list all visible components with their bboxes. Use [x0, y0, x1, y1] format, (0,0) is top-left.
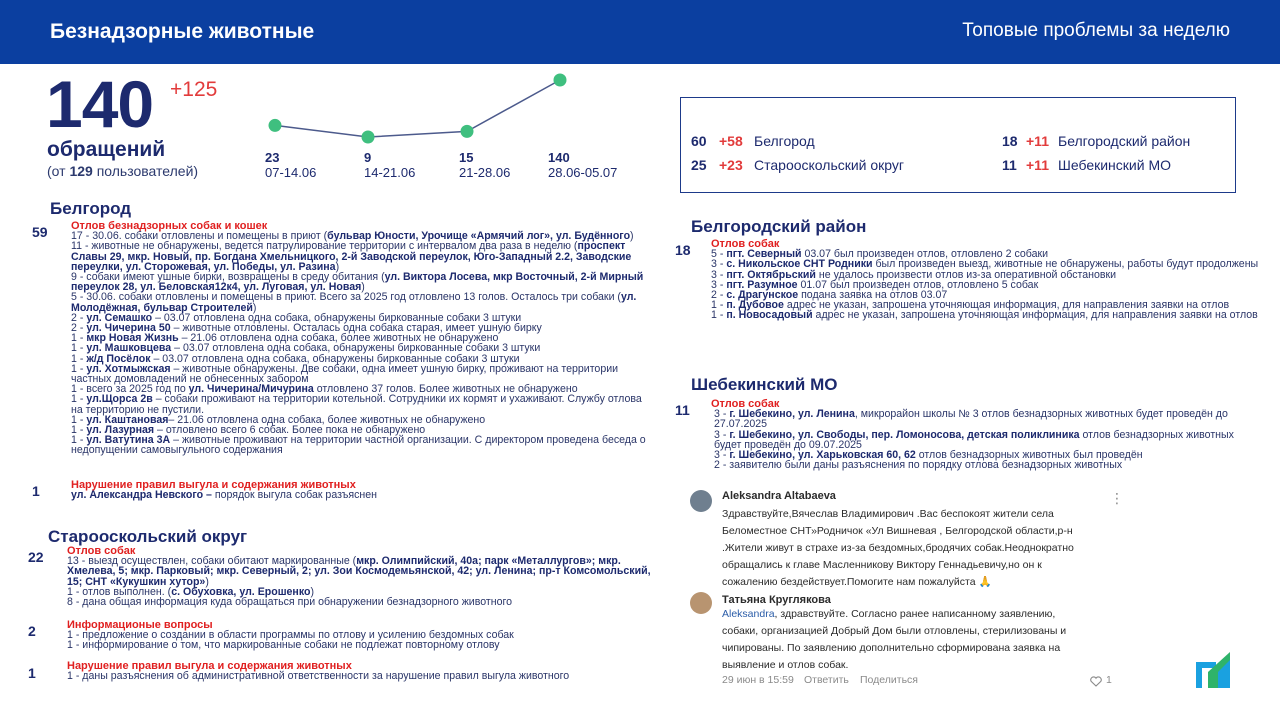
detail-line: 3 - пгт. Разумное 01.07 был произведен отлов, отловлено 5 собак: [711, 278, 1039, 291]
kpi-total: 140: [46, 67, 154, 141]
belregion-block: [711, 239, 1277, 321]
trend-period-label: 07-14.06: [265, 165, 317, 180]
summary-delta: +58: [719, 133, 743, 149]
trend-tick: [265, 150, 316, 180]
trend-value-label: 140: [548, 150, 570, 165]
avatar: [690, 592, 712, 614]
trend-period-label: 28.06-05.07: [548, 165, 618, 180]
category-title: Отлов собак: [67, 545, 136, 557]
detail-line: 2 - ул. Чичерина 50 – животные отловлены. Осталась одна собака старая, имеет ушную бирку: [71, 322, 542, 335]
trend-point: [461, 125, 474, 138]
belregion-lines: [711, 249, 1277, 320]
trend-period-label: 21-28.06: [459, 165, 511, 180]
page-subtitle: Топовые проблемы за неделю: [962, 20, 1230, 41]
category-title: Нарушение правил выгула и содержания животных: [67, 660, 352, 672]
summary-label: Белгородский район: [1058, 133, 1191, 149]
shebekino-lines: [711, 409, 1251, 470]
category-title: Отлов безнадзорных собак и кошек: [71, 220, 268, 232]
detail-line: 5 - пгт. Северный 03.07 был произведен отлов, отловлено 2 собаки: [711, 248, 1049, 261]
detail-line: 17 - 30.06. собаки отловлены и помещены в приют (бульвар Юности, Урочище «Армячий лог», ул. Будённого): [71, 230, 634, 243]
staryoskol-block: [67, 620, 657, 651]
summary-row: [1002, 133, 1190, 149]
comment-line: Здравствуйте,Вячеслав Владимирович .Вас беспокоят жители села: [722, 508, 1054, 520]
trend-value-label: 23: [265, 150, 280, 165]
count-belgorod-rules: 1: [32, 483, 40, 499]
comment-text: [722, 506, 1122, 591]
detail-line: 1 - ж/д Посёлок – 03.07 отловлена одна собака, обнаружены биркованные собаки 3 штуки: [71, 352, 520, 365]
summary-count: 18: [1002, 133, 1018, 149]
count-belgorod-capture: 59: [32, 224, 48, 240]
staryoskol-lines: [67, 630, 657, 650]
detail-line: 3 - с. Никольское СНТ Родники был произведен выезд, животные не обнаружены, работы будут продолжены: [711, 258, 1259, 271]
weekly-trend-chart: [255, 70, 585, 150]
section-title-shebekino: Шебекинский МО: [691, 375, 838, 394]
detail-line: 1 - п. Дубовое адрес не указан, запрошена уточняющая информация, для направления заявки на отлов: [711, 299, 1230, 312]
detail-line: 1 - ул. Лазурная – отловлено всего 6 собак. Более пока не обнаружено: [71, 424, 426, 437]
detail-line: 2 - заявителю были даны разъяснения по порядку отлова безнадзорных животных: [714, 459, 1123, 472]
section-title-belregion: Белгородский район: [691, 217, 867, 236]
summary-delta: +23: [719, 157, 743, 173]
detail-line: 1 - ул. Хотмыжская – животные обнаружены. Две собаки, одна имеет ушную бирку, проживают на территории частных домовладений не обнесенных забором: [71, 362, 619, 386]
detail-line: 8 - дана общая информация куда обращаться при обнаружении безнадзорного животного: [67, 596, 512, 609]
kpi-users-count: 129: [69, 163, 93, 179]
section-title-staryoskol: Старооскольский округ: [48, 527, 248, 546]
page-title: Безнадзорные животные: [50, 20, 315, 43]
social-comment-screenshot: [688, 486, 1128, 692]
summary-row: [691, 157, 904, 173]
mention-link[interactable]: Aleksandra: [722, 608, 775, 620]
detail-line: 3 - г. Шебекино, ул. Харьковская 60, 62 отлов безнадзорных животных был проведён: [714, 449, 1143, 462]
avatar: [690, 490, 712, 512]
category-title: Отлов собак: [711, 398, 780, 410]
summary-row: [1002, 157, 1171, 173]
comment-text: [722, 606, 1122, 674]
trend-point: [269, 119, 282, 132]
trend-tick: [364, 150, 415, 180]
summary-delta: +11: [1026, 133, 1049, 149]
detail-line: 3 - г. Шебекино, ул. Свободы, пер. Ломоносова, детская поликлиника отлов безнадзорных животных будет проведён до 09.07.2025: [714, 428, 1234, 451]
brand-logo-icon: [1192, 648, 1234, 690]
share-link[interactable]: Поделиться: [860, 674, 918, 686]
summary-label: Шебекинский МО: [1058, 157, 1171, 173]
detail-line: 1 - даны разъяснения об административной ответственности за нарушение правил выгула животного: [67, 670, 570, 683]
comment-author: Aleksandra Altabaeva: [722, 490, 836, 502]
detail-line: 1 - п. Новосадовый адрес не указан, запрошена уточняющая информация, для направления заявки на отлов: [711, 309, 1258, 322]
staryoskol-lines: [67, 556, 657, 607]
belgorod-lines: [71, 231, 651, 455]
detail-line: 1 - информирование о том, что маркированные собаки не подлежат повторному отлову: [67, 639, 500, 652]
trend-value-label: 15: [459, 150, 474, 165]
summary-label: Белгород: [754, 133, 815, 149]
comment-line: .Жители живут в страхе из-за бездомных,бродячих собак.Неоднократно: [722, 542, 1074, 554]
detail-line: ул. Александра Невского – порядок выгула собак разъяснен: [71, 489, 377, 502]
trend-period-label: 14-21.06: [364, 165, 416, 180]
kpi-users-suffix: пользователей): [92, 163, 199, 179]
summary-count: 60: [691, 133, 707, 149]
category-title: Отлов собак: [711, 238, 780, 250]
detail-line: 1 - ул. Ватутина 3А – животные проживают на территории частной организации. С директором проведена беседа о недопущении самовыгульного содержания: [71, 434, 646, 457]
kpi-users: [47, 163, 198, 179]
trend-point: [362, 131, 375, 144]
comment-line: Aleksandra, здравствуйте. Согласно ранее написанному заявлению,: [722, 608, 1056, 620]
detail-line: 1 - отлов выполнен. (с. Обуховка, ул. Ерошенко): [67, 585, 314, 598]
count-staryoskol: 2: [28, 623, 36, 639]
detail-line: 1 - ул. Машковцева – 03.07 отловлена одна собака, обнаружены биркованные собаки 3 штуки: [71, 342, 541, 355]
summary-count: 25: [691, 157, 707, 173]
detail-line: 1 - ул.Щорса 2в – собаки проживают на территории котельной. Сотрудники их кормят и ухаживают. Службу отлова на территорию не пустили.: [71, 393, 642, 416]
count-staryoskol: 1: [28, 665, 36, 681]
summary-count: 11: [1002, 157, 1017, 173]
detail-line: 1 - мкр Новая Жизнь – 21.06 отловлена одна собака, более животных не обнаружено: [71, 332, 499, 345]
more-icon[interactable]: ⋮: [1110, 490, 1124, 506]
detail-line: 1 - всего за 2025 год по ул. Чичерина/Мичурина отловлено 37 голов. Более животных не обнаружено: [71, 383, 578, 396]
section-title-belgorod: Белгород: [50, 199, 132, 218]
detail-line: 2 - ул. Семашко – 03.07 отловлена одна собака, обнаружены биркованные собаки 3 штуки: [71, 311, 522, 324]
trend-tick: [548, 150, 617, 180]
summary-label: Старооскольский округ: [754, 157, 905, 173]
trend-value-label: 9: [364, 150, 372, 165]
detail-line: 1 - предложение о создании в области программы по отлову и усилению бездомных собак: [67, 629, 514, 642]
comment-line: обращались к главе Масленникову Виктору Геннадьевичу,но он к: [722, 559, 1042, 571]
belgorod-capture-block: [71, 221, 651, 456]
shebekino-block: [711, 399, 1251, 470]
trend-line: [275, 80, 560, 137]
detail-line: 9 - собаки имеют ушные бирки, возвращены в среду обитания (ул. Виктора Лосева, мкр Восточный, 2-й Мирный переулок 28, ул. Беловская12к4, ул. Луговая, ул. Новая): [71, 271, 644, 294]
comment-line: чипированы. По заявлению дополнительно сформирована заявка на: [722, 642, 1061, 654]
detail-line: 1 - ул. Каштановая– 21.06 отловлена одна собака, более животных не обнаружено: [71, 413, 486, 426]
staryoskol-block: [67, 546, 657, 607]
detail-line: 3 - пгт. Октябрьский не удалось произвести отлов из-за оперативной обстановки: [711, 268, 1117, 281]
trend-point: [554, 74, 567, 87]
summary-delta: +11: [1026, 157, 1049, 173]
detail-line: 5 - 30.06. собаки отловлены и помещены в приют. Всего за 2025 год отловлено 13 голов. Осталось три собаки (ул. Молодёжная, бульвар Строителей): [71, 291, 637, 314]
category-title: Нарушение правил выгула и содержания животных: [71, 479, 356, 491]
staryoskol-lines: [67, 671, 657, 681]
count-belregion: 18: [675, 242, 691, 258]
comment-line: собаки, организацией Добрый Дом были отловлены, стерилизованы и: [722, 625, 1067, 637]
reply-link[interactable]: Ответить: [804, 674, 849, 686]
like-count: 1: [1106, 674, 1112, 686]
count-staryoskol: 22: [28, 549, 44, 565]
kpi-delta: +125: [170, 78, 218, 101]
summary-row: [691, 133, 815, 149]
comment-line: выявление и отлов собак.: [722, 659, 849, 671]
staryoskol-block: [67, 661, 657, 681]
comment-time: 29 июн в 15:59: [722, 674, 794, 686]
header-bar: [0, 0, 1280, 64]
belgorod-rules-block: [71, 480, 651, 500]
comment-author: Татьяна Круглякова: [722, 594, 831, 606]
category-title: Информационые вопросы: [67, 619, 213, 631]
heart-icon[interactable]: [1090, 676, 1102, 687]
count-shebekino: 11: [675, 402, 690, 418]
kpi-users-prefix: (от: [47, 163, 70, 179]
detail-line: 3 - г. Шебекино, ул. Ленина, микрорайон школы № 3 отлов безнадзорных животных будет проведён до 27.07.2025: [714, 408, 1228, 431]
detail-line: 2 - с. Драгунское подана заявка на отлов 03.07: [711, 289, 948, 302]
comment-line: Беломестное СНТ»Родничок «Ул Вишневая , Белгородской области,р-н: [722, 525, 1073, 537]
detail-line: 11 - животные не обнаружены, ведется патрулирование территории с интервалом два раза в неделю (проспект Славы 29, мкр. Новый, пр. Богдана Хмельницкого, 2-й Заводской переулок, Юго-Западный 2.2, Заводские переулки, ул. Сторожевая, ул. Победы, ул. Разина): [71, 240, 632, 273]
kpi-label: обращений: [47, 138, 166, 161]
trend-tick: [459, 150, 510, 180]
comment-line: сожалению бездействует.Помогите нам пожалуйста 🙏: [722, 576, 992, 588]
detail-line: 13 - выезд осуществлен, собаки обитают маркированные (мкр. Олимпийский, 40а; парк «Металлургов»; мкр. Хмелева, 5; мкр. Парковый; мкр. Северный, 2; ул. Зои Космодемьянской, 42; ул. Ленина; пр-т Комсомольский, 15; СНТ «Кукушкин хутор»): [67, 555, 651, 588]
